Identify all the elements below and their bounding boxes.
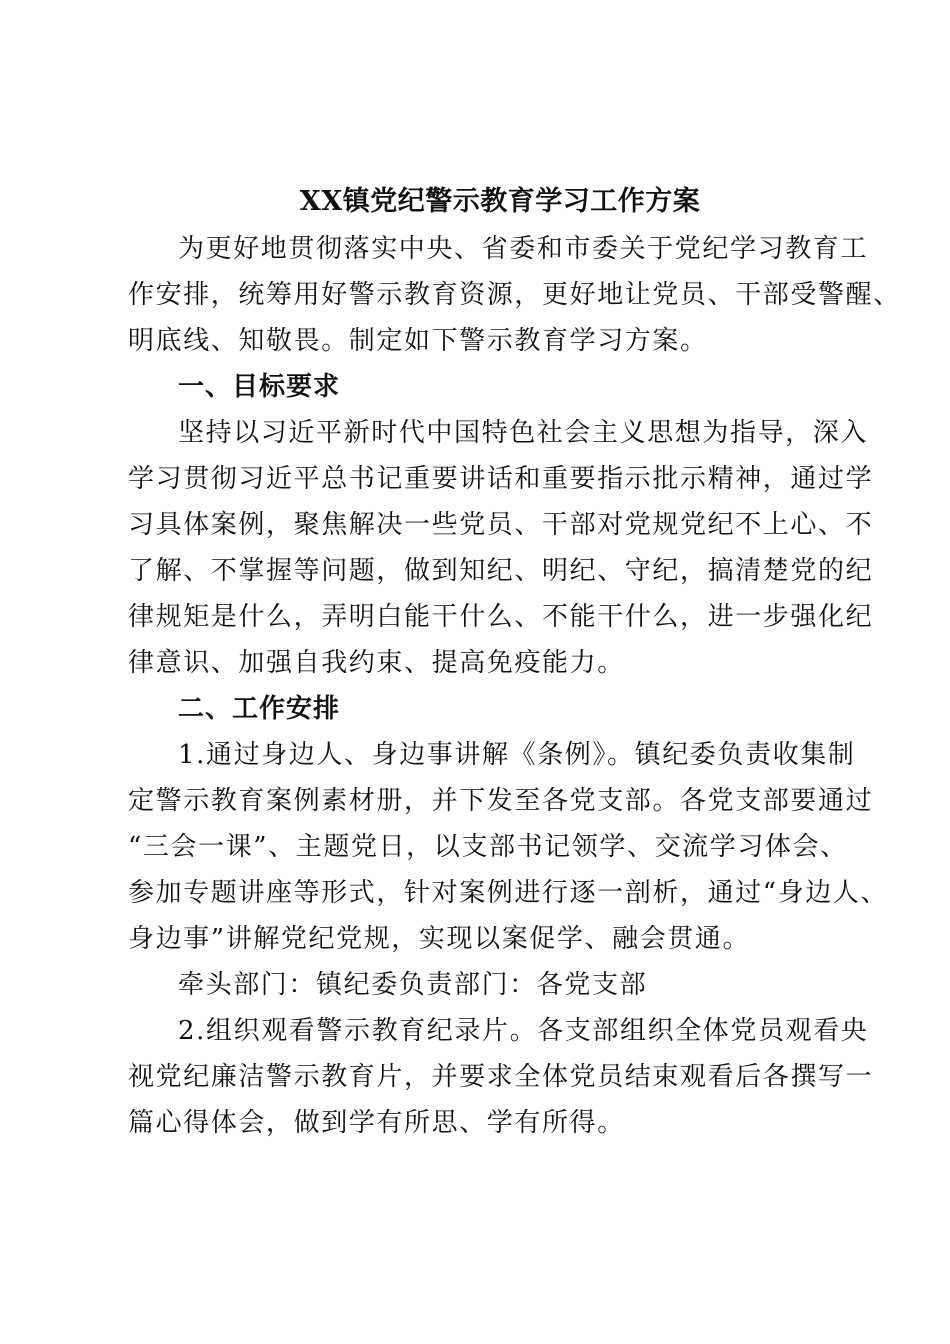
section1-line: 习具体案例，聚焦解决一些党员、干部对党规党纪不上心、不 (128, 510, 874, 540)
intro-line: 明底线、知敬畏。制定如下警示教育学习方案。 (128, 326, 708, 356)
section2-item1-line: 参加专题讲座等形式，针对案例进行逐一剖析，通过“身边人、 (128, 878, 889, 908)
intro-line: 作安排，统筹用好警示教育资源，更好地让党员、干部受警醒、 (128, 280, 901, 310)
document-title: XX镇党纪警示教育学习工作方案 (299, 186, 701, 217)
intro-line: 为更好地贯彻落实中央、省委和市委关于党纪学习教育工 (178, 234, 869, 264)
section1-line: 坚持以习近平新时代中国特色社会主义思想为指导，深入 (178, 418, 869, 448)
section2-item1-line: 定警示教育案例素材册，并下发至各党支部。各党支部要通过 (128, 786, 874, 816)
section2-item2-line: 篇心得体会，做到学有所思、学有所得。 (128, 1108, 625, 1138)
section2-heading: 二、工作安排 (178, 694, 341, 724)
section2-item2-line: 视党纪廉洁警示教育片，并要求全体党员结束观看后各撰写一 (128, 1062, 874, 1092)
section1-line: 律规矩是什么，弄明白能干什么、不能干什么，进一步强化纪 (128, 602, 874, 632)
responsibility-paragraph (128, 962, 843, 1008)
section1-line: 学习贯彻习近平总书记重要讲话和重要指示批示精神，通过学 (128, 464, 874, 494)
section2-item1-line: 身边事”讲解党纪党规，实现以案促学、融会贯通。 (128, 924, 751, 954)
section2-item1-line: 1.通过身边人、身边事讲解《条例》。镇纪委负责收集制 (178, 740, 856, 770)
section2-item1-line: “三会一课”、主题党日，以支部书记领学、交流学习体会、 (128, 832, 848, 862)
section1-line: 律意识、加强自我约束、提高免疫能力。 (128, 648, 625, 678)
section2-item2-paragraph (128, 1008, 874, 1146)
section1-paragraph (128, 410, 874, 686)
section1-heading: 一、目标要求 (178, 372, 341, 402)
intro-paragraph (128, 226, 901, 364)
responsibility-line: 牵头部门：镇纪委负责部门：各党支部 (178, 970, 648, 1000)
section2-item1-paragraph (128, 732, 889, 962)
section1-line: 了解、不掌握等问题，做到知纪、明纪、守纪，搞清楚党的纪 (128, 556, 874, 586)
section2-item2-line: 2.组织观看警示教育纪录片。各支部组织全体党员观看央 (178, 1016, 869, 1046)
